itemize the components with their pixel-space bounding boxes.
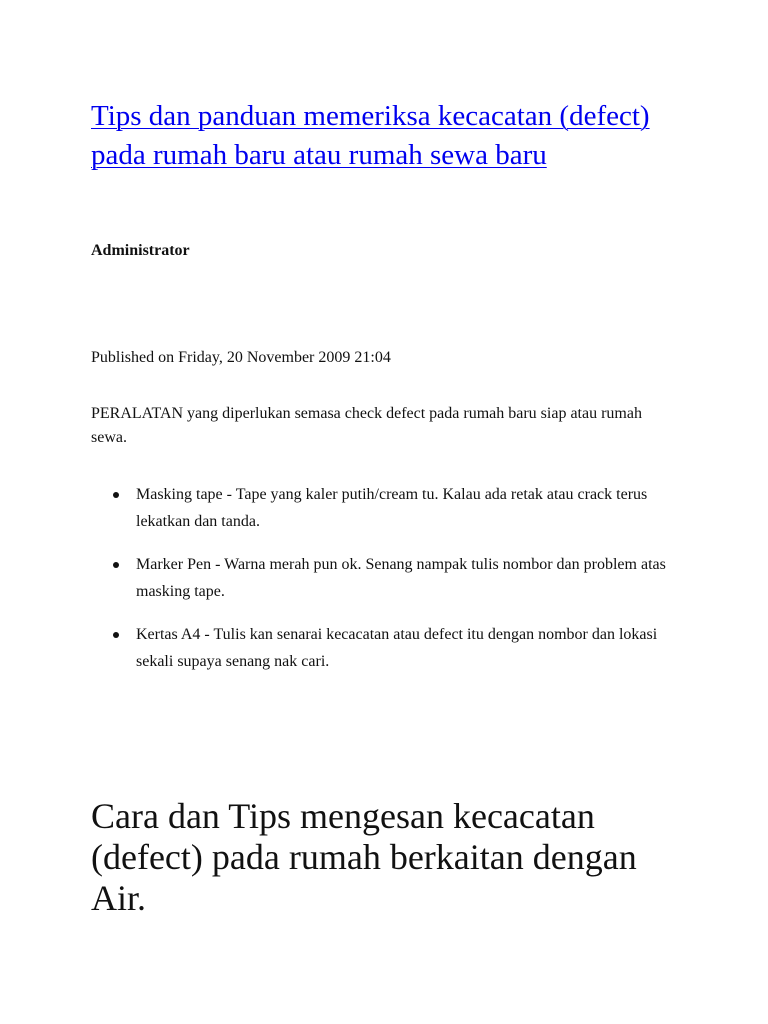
tools-list <box>91 481 681 691</box>
intro-paragraph: PERALATAN yang diperlukan semasa check defect pada rumah baru siap atau rumah sewa. <box>91 405 642 446</box>
bullet-icon <box>113 562 119 568</box>
list-item-text: Marker Pen - Warna merah pun ok. Senang nampak tulis nombor dan problem atas masking tape. <box>136 556 666 600</box>
list-item-text: Masking tape - Tape yang kaler putih/cream tu. Kalau ada retak atau crack terus lekatkan dan tanda. <box>136 486 648 530</box>
list-item <box>91 481 681 535</box>
section-heading: Cara dan Tips mengesan kecacatan (defect) pada rumah berkaitan dengan Air. <box>91 796 637 918</box>
list-item-text: Kertas A4 - Tulis kan senarai kecacatan atau defect itu dengan nombor dan lokasi sekali supaya senang nak cari. <box>136 626 658 670</box>
list-item <box>91 551 681 605</box>
published-date: Published on Friday, 20 November 2009 21:04 <box>91 349 391 366</box>
article-title-link[interactable]: Tips dan panduan memeriksa kecacatan (defect) pada rumah baru atau rumah sewa baru <box>91 100 650 171</box>
list-item <box>91 621 681 675</box>
article-author: Administrator <box>91 242 190 259</box>
bullet-icon <box>113 632 119 638</box>
article-title <box>91 97 681 175</box>
bullet-icon <box>113 492 119 498</box>
